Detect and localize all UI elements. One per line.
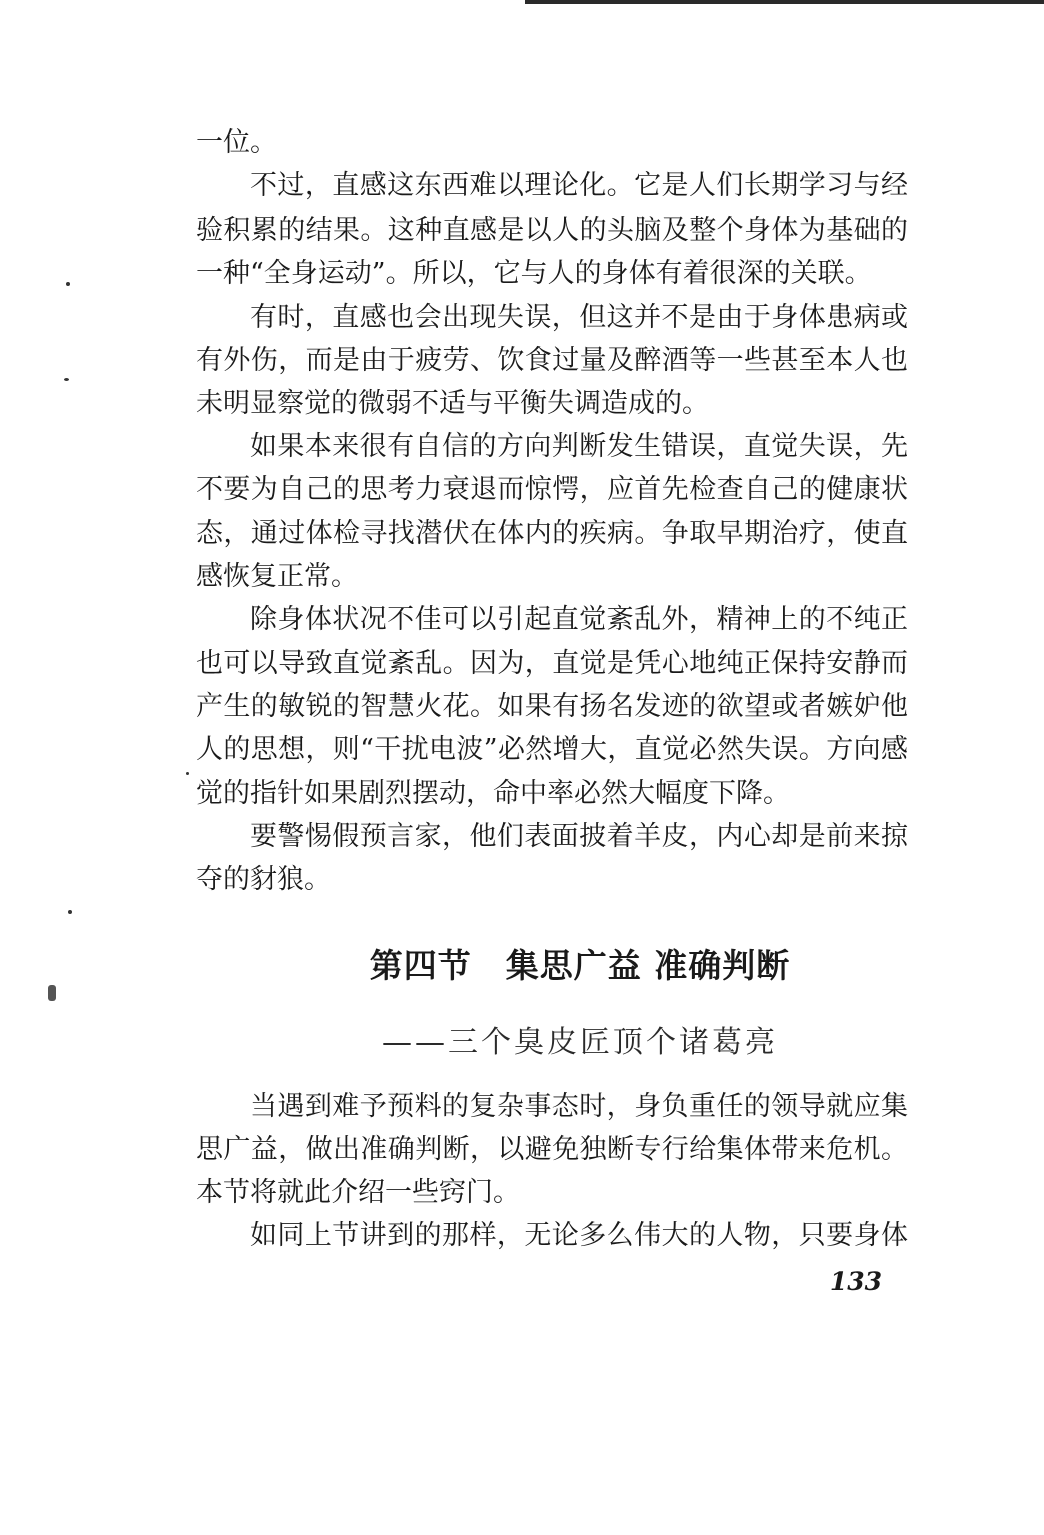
scan-speck bbox=[64, 378, 69, 381]
text-line: 验积累的结果。这种直感是以人的头脑及整个身体为基础的 bbox=[196, 215, 908, 246]
text-line: 当遇到难予预料的复杂事态时，身负重任的领导就应集 bbox=[250, 1091, 908, 1122]
page-number: 133 bbox=[829, 1267, 882, 1296]
text-line: 如同上节讲到的那样，无论多么伟大的人物，只要身体 bbox=[250, 1220, 908, 1251]
text-line: 一位。 bbox=[196, 127, 277, 158]
section-title: 第四节 集思广益 准确判断 bbox=[369, 946, 791, 985]
text-line: 人的思想，则“干扰电波”必然增大，直觉必然失误。方向感 bbox=[196, 734, 908, 765]
text-line: 夺的豺狼。 bbox=[196, 864, 331, 895]
text-line: 如果本来很有自信的方向判断发生错误，直觉失误，先 bbox=[250, 431, 908, 462]
text-line: 本节将就此介绍一些窍门。 bbox=[196, 1177, 520, 1208]
scan-speck bbox=[48, 985, 56, 1001]
text-line: 除身体状况不佳可以引起直觉紊乱外，精神上的不纯正 bbox=[250, 604, 908, 635]
text-line: 感恢复正常。 bbox=[196, 561, 358, 592]
text-line: 未明显察觉的微弱不适与平衡失调造成的。 bbox=[196, 388, 709, 419]
text-line: 觉的指针如果剧烈摆动，命中率必然大幅度下降。 bbox=[196, 778, 790, 809]
text-line: 不过，直感这东西难以理论化。它是人们长期学习与经 bbox=[250, 170, 908, 201]
text-line: 产生的敏锐的智慧火花。如果有扬名发迹的欲望或者嫉妒他 bbox=[196, 691, 908, 722]
text-line: 不要为自己的思考力衰退而惊愕，应首先检查自己的健康状 bbox=[196, 474, 908, 505]
top-rule bbox=[525, 0, 1044, 4]
text-line: 有时，直感也会出现失误，但这并不是由于身体患病或 bbox=[250, 302, 908, 333]
scan-speck bbox=[66, 282, 70, 286]
scan-speck bbox=[68, 910, 72, 914]
text-line: 思广益，做出准确判断，以避免独断专行给集体带来危机。 bbox=[196, 1134, 908, 1165]
text-line: 有外伤，而是由于疲劳、饮食过量及醉酒等一些甚至本人也 bbox=[196, 345, 908, 376]
text-line: 一种“全身运动”。所以，它与人的身体有着很深的关联。 bbox=[196, 258, 872, 289]
text-line: 也可以导致直觉紊乱。因为，直觉是凭心地纯正保持安静而 bbox=[196, 648, 908, 679]
section-subtitle: ——三个臭皮匠顶个诸葛亮 bbox=[382, 1025, 778, 1060]
scan-speck bbox=[186, 772, 189, 775]
text-line: 要警惕假预言家，他们表面披着羊皮，内心却是前来掠 bbox=[250, 821, 908, 852]
text-line: 态，通过体检寻找潜伏在体内的疾病。争取早期治疗，使直 bbox=[196, 518, 908, 549]
